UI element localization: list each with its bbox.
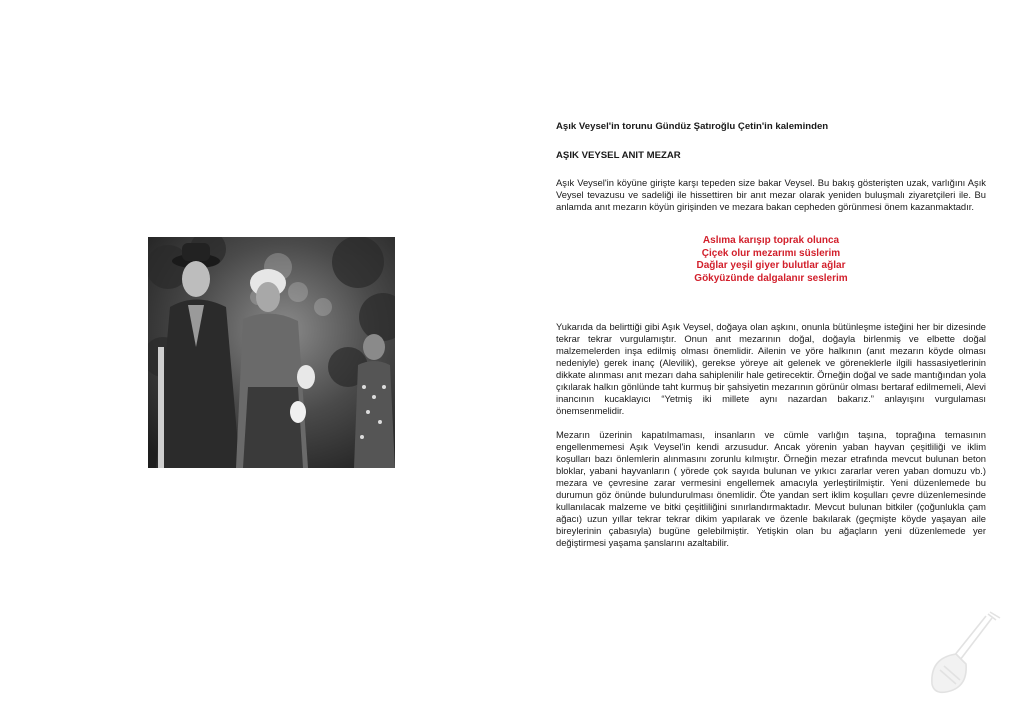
paragraph-intro: Aşık Veysel'in köyüne girişte karşı tepeden size bakar Veysel. Bu bakış gösterişten uzak, varlığını Aşık Veysel tevazusu ve sadeliği ile hissettiren bir anıt mezar olarak yeniden buluşmalı ziyaretçileri ile. Bu anlamda anıt mezarın köyün girişinden ve mezara bakan cepheden görünmesi önem kazanmaktadır.: [556, 177, 986, 212]
paragraph-nature: Yukarıda da belirttiği gibi Aşık Veysel, doğaya olan aşkını, onunla bütünleşme isteğini her bir dizesinde tekrar tekrar vurgulamıştır. Onun anıt mezarının doğal, doğayla birlenmiş ve elbette doğal malzemelerden inşa edilmiş olması önemlidir. Ailenin ve yöre halkının (anıt mezarın köyde olması nedeniyle) gerek inanç (Alevilik), gerekse yöreye ait gelenek ve göreneklerle ilgili hassasiyetlerinin dikkate alınması anıt mezarı daha sahiplenilir hale getirecektir. Örneğin doğal ve sade mantığından yola çıkılarak halkın gönlünde taht kurmuş bir şahsiyetin mezarının görünür olması bertaraf edilmemeli, Alevi inancının kucaklayıcı “Yetmiş iki millete aynı nazardan bakarız.” anlayışını vurgulaması önemsenmelidir.: [556, 321, 986, 416]
portrait-photo: [148, 237, 395, 468]
portrait-photo-illustration: [148, 237, 395, 468]
poem-line: Dağlar yeşil giyer bulutlar ağlar: [696, 260, 846, 271]
saz-instrument-icon: [926, 610, 1002, 696]
article-subtitle: Aşık Veysel'in torunu Gündüz Şatıroğlu Çetin'in kaleminden: [556, 121, 829, 132]
poem-line: Gökyüzünde dalgalanır seslerim: [694, 272, 848, 284]
paragraph-grave: Mezarın üzerinin kapatılmaması, insanların ve cümle varlığın taşına, toprağına temasının engellenmemesi Aşık Veysel'in kendi arzusudur. Ancak yörenin yaban hayvan çeşitliliği ve iklim koşulları bazı önlemlerin alınmasını zorunlu kılmıştır. Örneğin mezar etrafında mevcut bulunan beton bloklar, yabani hayvanların ( yörede çok sayıda bulunan ve yıkıcı zararlar veren yaban domuzu vb.) mezara ve çevresine zarar vermesini engellemek amacıyla yerleştirilmiştir. Yeni düzenlemede bu durumun göz önünde bulundurulması önemlidir. Öte yandan sert iklim koşulları çevre düzenlemesinde kullanılacak malzeme ve bitki çeşitliliğini sınırlandırmaktadır. Mevcut bulunan bitkiler (çoğunlukla çam ağacı) uzun yıllar tekrar tekrar dikim yapılarak ve özenle bakılarak (geçmişte köyde yaşayan aile bireylerinin çabasıyla) bugüne gelebilmiştir. Yetişkin olan bu ağaçların yeni düzenlemede yer değiştirmesi yaşama şanslarını azaltabilir.: [556, 429, 986, 548]
poem-quote: [556, 235, 986, 285]
poem-line: Aslıma karışıp toprak olunca: [702, 235, 840, 246]
article-title: AŞIK VEYSEL ANIT MEZAR: [556, 150, 681, 161]
poem-line: Çiçek olur mezarımı süslerim: [701, 247, 841, 259]
article: [556, 121, 986, 561]
